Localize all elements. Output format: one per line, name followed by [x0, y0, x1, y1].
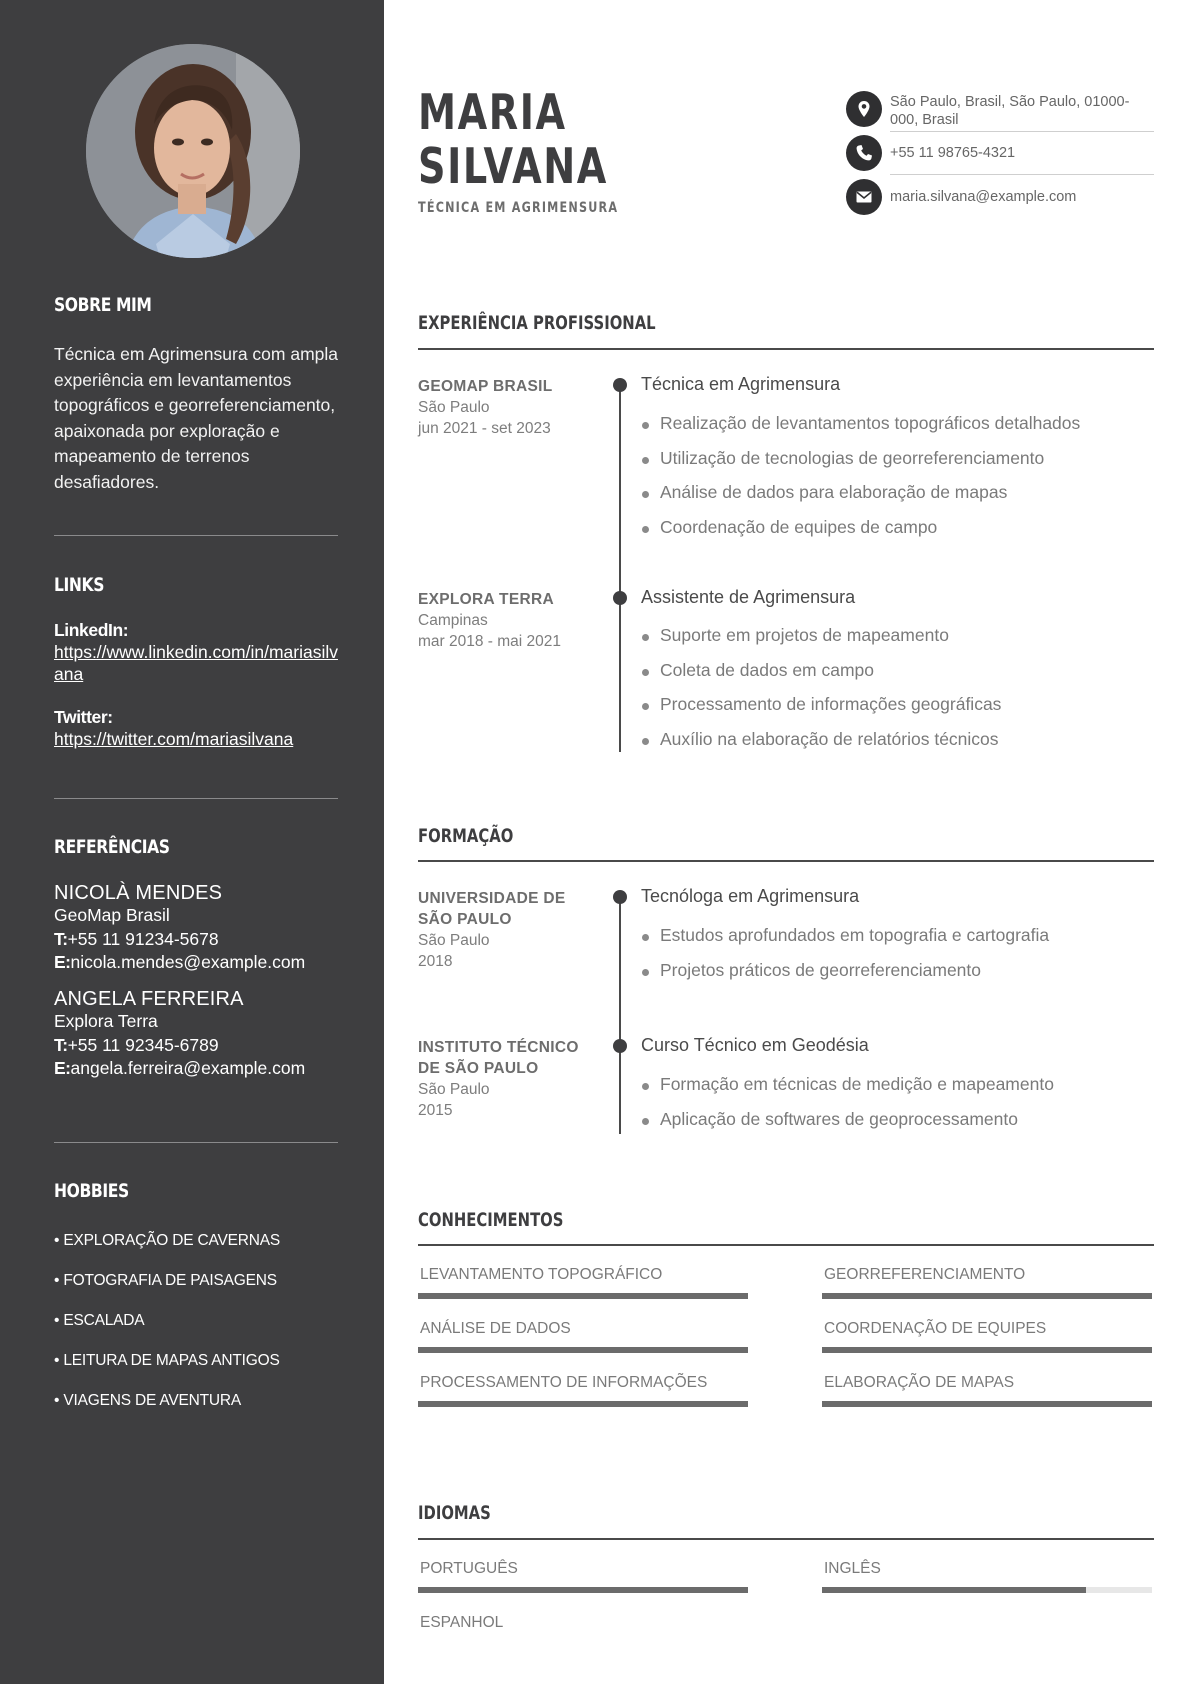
- language-label: ESPANHOL: [420, 1614, 504, 1631]
- hobby-item: • EXPLORAÇÃO DE CAVERNAS: [54, 1232, 281, 1249]
- language-bar: [822, 1587, 1152, 1593]
- email-label: E:: [54, 952, 71, 972]
- hobby-item: • FOTOGRAFIA DE PAISAGENS: [54, 1272, 277, 1289]
- degree-bullets: [641, 925, 1049, 994]
- skills-heading: CONHECIMENTOS: [418, 1209, 564, 1231]
- language-bar-fill: [418, 1587, 748, 1593]
- job-meta: [418, 376, 588, 439]
- divider: [890, 174, 1154, 175]
- timeline-dot: [613, 890, 627, 904]
- hobby-item: • LEITURA DE MAPAS ANTIGOS: [54, 1352, 280, 1369]
- job-city: Campinas: [418, 612, 488, 629]
- list-item: Realização de levantamentos topográficos detalhados: [641, 413, 1080, 448]
- last-name: SILVANA: [418, 138, 608, 195]
- location-pin-icon: [846, 91, 882, 127]
- list-item: Processamento de informações geográficas: [641, 694, 1001, 729]
- skill-label: PROCESSAMENTO DE INFORMAÇÕES: [420, 1374, 708, 1391]
- skill-bar-fill: [418, 1401, 748, 1407]
- reference-company: GeoMap Brasil: [54, 905, 170, 925]
- school-meta: [418, 1037, 588, 1121]
- twitter-link[interactable]: https://twitter.com/mariasilvana: [54, 729, 294, 749]
- language-item: [418, 1614, 748, 1632]
- skill-bar-fill: [418, 1293, 748, 1299]
- school-city: São Paulo: [418, 1081, 490, 1098]
- job-period: mar 2018 - mai 2021: [418, 633, 562, 650]
- reference-email: nicola.mendes@example.com: [70, 952, 306, 972]
- languages-heading: IDIOMAS: [418, 1502, 491, 1524]
- language-item: [822, 1560, 1152, 1578]
- skill-item: [418, 1320, 748, 1338]
- sidebar: [0, 0, 384, 1684]
- divider: [890, 131, 1154, 132]
- timeline-dot: [613, 591, 627, 605]
- job-title: Assistente de Agrimensura: [641, 587, 856, 607]
- list-item: Aplicação de softwares de geoprocessamento: [641, 1109, 1054, 1144]
- envelope-icon: [846, 179, 882, 215]
- degree-bullets: [641, 1074, 1054, 1143]
- profile-photo: [86, 44, 300, 258]
- skill-label: ELABORAÇÃO DE MAPAS: [824, 1374, 1015, 1391]
- references-section: [54, 836, 338, 1080]
- hobby-item: • ESCALADA: [54, 1312, 145, 1329]
- section-rule: [418, 1538, 1154, 1540]
- experience-heading: EXPERIÊNCIA PROFISSIONAL: [418, 312, 656, 334]
- about-text: Técnica em Agrimensura com ampla experiência em levantamentos topográficos e georreferenciamento, apaixonada por exploração e mapeamento de terrenos desafiadores.: [54, 344, 338, 492]
- reference-email: angela.ferreira@example.com: [70, 1058, 306, 1078]
- job-bullets: [641, 625, 1001, 763]
- skill-bar: [822, 1293, 1152, 1299]
- about-section: [54, 294, 338, 495]
- school-year: 2015: [418, 1102, 453, 1119]
- education-heading: FORMAÇÃO: [418, 825, 514, 847]
- list-item: Suporte em projetos de mapeamento: [641, 625, 1001, 660]
- reference-item: [54, 988, 338, 1080]
- company-name: EXPLORA TERRA: [418, 591, 554, 608]
- skill-item: [418, 1266, 748, 1284]
- reference-phone: +55 11 92345-6789: [67, 1035, 219, 1055]
- hobby-item: • VIAGENS DE AVENTURA: [54, 1392, 241, 1409]
- skill-item: [822, 1320, 1152, 1338]
- language-bar-fill: [822, 1587, 1086, 1593]
- full-name: [418, 86, 608, 194]
- reference-company: Explora Terra: [54, 1011, 158, 1031]
- skill-bar: [822, 1401, 1152, 1407]
- about-heading: SOBRE MIM: [54, 294, 152, 316]
- job-role: TÉCNICA EM AGRIMENSURA: [418, 200, 619, 216]
- email-text: maria.silvana@example.com: [890, 189, 1077, 205]
- list-item: Formação em técnicas de medição e mapeamento: [641, 1074, 1054, 1109]
- school-name: UNIVERSIDADE DE: [418, 890, 566, 907]
- skill-label: COORDENAÇÃO DE EQUIPES: [824, 1320, 1047, 1337]
- skill-bar-fill: [822, 1347, 1152, 1353]
- section-rule: [418, 348, 1154, 350]
- language-label: PORTUGUÊS: [420, 1560, 518, 1577]
- degree-title: Tecnóloga em Agrimensura: [641, 886, 860, 906]
- reference-name: ANGELA FERREIRA: [54, 988, 244, 1010]
- language-label: INGLÊS: [824, 1560, 881, 1577]
- job-period: jun 2021 - set 2023: [418, 420, 551, 437]
- links-section: [54, 574, 338, 750]
- reference-name: NICOLÀ MENDES: [54, 882, 223, 904]
- list-item: Estudos aprofundados em topografia e cartografia: [641, 925, 1049, 960]
- timeline-line: [619, 384, 621, 752]
- first-name: MARIA: [418, 84, 567, 141]
- school-name: DE SÃO PAULO: [418, 1060, 539, 1077]
- skill-bar-fill: [822, 1293, 1152, 1299]
- phone-text: +55 11 98765-4321: [890, 145, 1016, 161]
- list-item: Auxílio na elaboração de relatórios técnicos: [641, 729, 1001, 764]
- linkedin-label: LinkedIn:: [54, 620, 129, 640]
- phone-label: T:: [54, 929, 68, 949]
- skill-bar: [822, 1347, 1152, 1353]
- reference-phone: +55 11 91234-5678: [67, 929, 219, 949]
- school-name: SÃO PAULO: [418, 911, 512, 928]
- skill-bar: [418, 1347, 748, 1353]
- address-text: São Paulo, Brasil, São Paulo, 01000-000, Brasil: [890, 94, 1130, 128]
- timeline-line: [619, 896, 621, 1134]
- linkedin-link[interactable]: https://www.linkedin.com/in/mariasilvana: [54, 642, 338, 684]
- skill-bar: [418, 1401, 748, 1407]
- timeline-dot: [613, 378, 627, 392]
- job-city: São Paulo: [418, 399, 490, 416]
- section-rule: [418, 1244, 1154, 1246]
- divider: [54, 1142, 338, 1143]
- phone-icon: [846, 135, 882, 171]
- references-heading: REFERÊNCIAS: [54, 836, 170, 858]
- twitter-label: Twitter:: [54, 707, 113, 727]
- skill-label: GEORREFERENCIAMENTO: [824, 1266, 1026, 1283]
- links-heading: LINKS: [54, 574, 105, 596]
- skill-bar: [418, 1293, 748, 1299]
- skill-item: [822, 1266, 1152, 1284]
- list-item: Coordenação de equipes de campo: [641, 517, 1080, 552]
- school-year: 2018: [418, 953, 453, 970]
- list-item: Análise de dados para elaboração de mapas: [641, 482, 1080, 517]
- language-bar: [418, 1587, 748, 1593]
- section-rule: [418, 860, 1154, 862]
- job-meta: [418, 589, 588, 652]
- phone-label: T:: [54, 1035, 68, 1055]
- job-bullets: [641, 413, 1080, 551]
- hobbies-section: [54, 1180, 338, 1432]
- list-item: Utilização de tecnologias de georreferenciamento: [641, 448, 1080, 483]
- language-item: [418, 1560, 748, 1578]
- skill-label: LEVANTAMENTO TOPOGRÁFICO: [420, 1266, 663, 1283]
- list-item: Projetos práticos de georreferenciamento: [641, 960, 1049, 995]
- company-name: GEOMAP BRASIL: [418, 378, 553, 395]
- skill-bar-fill: [822, 1401, 1152, 1407]
- school-city: São Paulo: [418, 932, 490, 949]
- degree-title: Curso Técnico em Geodésia: [641, 1035, 869, 1055]
- job-title: Técnica em Agrimensura: [641, 374, 841, 394]
- school-name: INSTITUTO TÉCNICO: [418, 1039, 579, 1056]
- divider: [54, 535, 338, 536]
- skill-item: [418, 1374, 748, 1392]
- reference-item: [54, 882, 338, 974]
- timeline-dot: [613, 1039, 627, 1053]
- skill-bar-fill: [418, 1347, 748, 1353]
- divider: [54, 798, 338, 799]
- skill-label: ANÁLISE DE DADOS: [420, 1320, 571, 1337]
- list-item: Coleta de dados em campo: [641, 660, 1001, 695]
- email-label: E:: [54, 1058, 71, 1078]
- skill-item: [822, 1374, 1152, 1392]
- school-meta: [418, 888, 588, 972]
- hobbies-heading: HOBBIES: [54, 1180, 129, 1202]
